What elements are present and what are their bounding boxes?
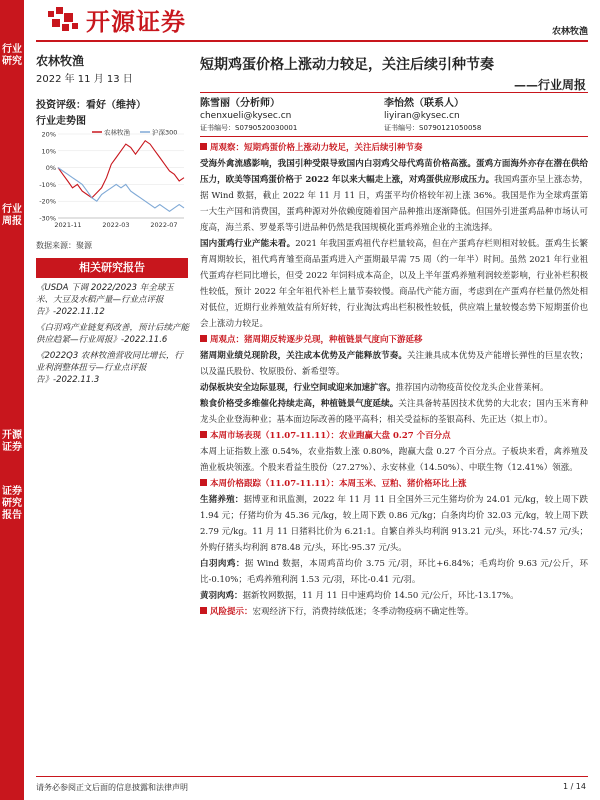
analyst-divider: [200, 136, 588, 137]
legend-label: 沪深300: [152, 128, 178, 137]
paragraph-text: 关注兼具成本优势及产能增长弹性的巨星农牧；以及温氏股份、牧原股份、新希望等。: [200, 351, 588, 377]
footer-disclaimer: 请务必参阅正文后面的信息披露和法律声明: [36, 783, 188, 792]
analyst-email[interactable]: chenxueli@kysec.cn: [200, 111, 292, 121]
y-tick-label: 0%: [45, 164, 56, 173]
section-heading: [200, 476, 588, 492]
paragraph: [200, 348, 588, 380]
paragraph: [200, 556, 588, 588]
y-tick-label: -10%: [39, 180, 56, 189]
section-heading: [200, 140, 588, 156]
y-tick-label: -20%: [39, 197, 56, 206]
square-bullet-icon: [200, 479, 207, 486]
paragraph-text: 据 Wind 数据，本周鸡苗均价 3.75 元/羽，环比+6.84%；毛鸡均价 9.63 元/公斤，环比-0.10%；毛鸡养殖利润 1.53 元/羽，环比-0.41 元/羽。: [200, 559, 588, 585]
y-tick-label: 10%: [41, 147, 56, 156]
square-bullet-icon: [200, 607, 207, 614]
report-date: 2022 年 11 月 13 日: [36, 74, 133, 85]
x-tick-label: 2022-03: [102, 221, 130, 229]
paragraph-lead: 国内蛋鸡行业产能未看。: [200, 239, 296, 249]
page-number: 1 / 14: [562, 782, 586, 791]
section-heading-text: 本周价格跟踪（11.07-11.11）：本周玉米、豆粕、猪价格环比上涨: [210, 479, 467, 489]
brand-logo: [48, 2, 186, 36]
paragraph-lead: 受海外禽流感影响，我国引种受限导致国内白羽鸡父母代鸡苗价格高涨。蛋鸡方面海外亦存在潜在供给压力，欧美等国鸡蛋价格于 2022 年以来大幅走上涨，对鸡蛋供应形成压力。: [200, 159, 588, 185]
section-heading: [200, 604, 588, 620]
report-title: 短期鸡蛋价格上涨动力较足，关注后续引种节奏: [200, 57, 494, 73]
logo-mark-icon: [48, 5, 80, 33]
related-reports-list: [36, 282, 190, 390]
title-divider: [200, 92, 588, 93]
paragraph-text: 我国鸡蛋亦呈上涨态势，据 Wind 数据，截止 2022 年 11 月 11 日，鸡蛋平均价格较年初上涨 36%。我国是作为全球鸡蛋第一大生产国和消费国，蛋鸡种源对外依赖度随着国产品种推出逐渐降低。但国外引进蛋鸡品种市场认可度高，海兰系、罗曼系等引进品种仍然是我国规模化蛋鸡养殖企业的主流选择。: [200, 175, 588, 233]
paragraph-lead: 粮食价格受多维催化持续走高，种植链景气度延续。: [200, 399, 399, 409]
section-heading: [200, 332, 588, 348]
square-bullet-icon: [200, 431, 207, 438]
red-sidebar: [0, 0, 24, 800]
related-reports-header: 相关研究报告: [36, 258, 188, 278]
sidebar-label-brand: 开源证券: [2, 430, 22, 453]
sidebar-label-weekly: 行业周报: [2, 204, 22, 227]
header-industry: 农林牧渔: [551, 27, 588, 37]
paragraph-lead: 黄羽肉鸡：: [200, 591, 243, 601]
paragraph-text: 2021 年我国蛋鸡祖代存栏量较高，但在产蛋鸡存栏则相对较低。蛋鸡生长繁育周期较长，祖代鸡育雏至商品蛋鸡进入产蛋期最早需 75 周（约一年半）时间。虽然 2021 年行业祖代蛋鸡存栏同比增长，但受 2022 年饲料成本高企，以及上半年蛋鸡养殖利润较差影响，行业补栏积极性较低，预计 2022 年全年祖代补栏上量节奏较慢。商品代产能方面，考虑到在产蛋鸡存栏量仍然处相对低位，近期行业养殖效益有所好转，行业淘汰鸡出栏积极性较低，供应端上量较慢态势下短期蛋价也会上涨动力较足。: [200, 239, 588, 329]
paragraph: [200, 156, 588, 236]
header-divider: [36, 40, 588, 42]
section-heading-text: 风险提示：: [210, 607, 253, 617]
sidebar-label-research: 行业研究: [2, 44, 22, 67]
chart-title: 行业走势图: [36, 116, 86, 127]
paragraph: [200, 588, 588, 604]
paragraph: [200, 380, 588, 396]
report-body: [200, 140, 588, 620]
chart-source: 数据来源：聚源: [36, 241, 92, 250]
analyst-cert: 证书编号：S0790520030001: [200, 124, 298, 132]
paragraph: [200, 492, 588, 556]
analyst-cert: 证书编号：S0790121050058: [384, 124, 482, 132]
paragraph-text: 据博亚和讯监测，2022 年 11 月 11 日全国外三元生猪均价为 24.01 元/kg，较上周下跌 1.94 元；仔猪均价为 45.36 元/kg，较上周下跌 0.86 元/kg；白条肉均价 32.03 元/kg，较上周下跌 2.79 元/kg。11 月 11 日猪料比价为 6.21:1。自繁自养头均利润 913.21 元/头，环比-74.57 元/头；外购仔猪头均利润 878.48 元/头，环比-95.37 元/头。: [200, 495, 588, 553]
series-line: [58, 141, 184, 198]
section-heading-text: 周观点：猪周期反转逐步兑现，种植链景气度向下游延移: [210, 335, 423, 345]
report-subtitle: ——行业周报: [513, 78, 586, 92]
paragraph: [200, 444, 588, 476]
paragraph: [200, 236, 588, 332]
series-line: [58, 168, 184, 212]
footer-divider: [36, 776, 588, 777]
sidebar-label-report: 证券研究报告: [2, 486, 22, 521]
y-tick-label: -30%: [39, 214, 56, 223]
section-heading: [200, 428, 588, 444]
analyst-name: 李怡然（联系人）: [384, 98, 464, 109]
related-report-item[interactable]: 《2022Q3 农林牧渔营收同比增长，行业利润整体扭亏—行业点评报告》-2022.11.3: [36, 351, 183, 385]
paragraph-text: 本周上证指数上涨 0.54%，农业指数上涨 0.80%，跑赢大盘 0.27 个百分点。子板块来看，禽养殖及渔业板块领涨。个股来看益生股份（27.27%）、永安林业（14.50%）、中联生物（12.41%）领涨。: [200, 447, 588, 473]
paragraph-text: 推荐国内动物疫苗佼佼龙头企业普莱柯。: [395, 383, 549, 393]
paragraph-text: 据新牧网数据，11 月 11 日中速鸡均价 14.50 元/公斤，环比-13.17%。: [242, 591, 519, 601]
investment-rating: 投资评级：看好（维持）: [36, 100, 146, 111]
related-report-item[interactable]: 《USDA 下调 2022/2023 年全球玉米、大豆及水稻产量—行业点评报告》-2022.11.12: [36, 283, 174, 317]
analyst-email[interactable]: liyiran@kysec.cn: [384, 111, 460, 121]
industry-name: 农林牧渔: [36, 54, 85, 68]
paragraph-text: 关注具备转基因技术优势的大北农；国内玉米育种龙头企业登海种业；基本面边际改善的隆平高科；相关受益标的荃银高科、先正达（拟上市）。: [200, 399, 588, 425]
related-report-item[interactable]: 《白羽鸡产业链复利改善，预计后续产能供应趋紧—行业周报》-2022.11.6: [36, 323, 190, 345]
section-heading-text: 周观察：短期鸡蛋价格上涨动力较足，关注后续引种节奏: [210, 143, 423, 153]
analyst-1: [200, 98, 297, 134]
paragraph-lead: 动保板块安全边际显现，行业空间或迎来加速扩容。: [200, 383, 396, 393]
paragraph: [200, 396, 588, 428]
section-heading-text: 本周市场表现（11.07-11.11）：农业跑赢大盘 0.27 个百分点: [210, 431, 451, 441]
industry-trend-chart: [32, 126, 188, 236]
paragraph-lead: 猪周期业绩兑现阶段，关注成本优势及产能释放节奏。: [200, 351, 407, 361]
square-bullet-icon: [200, 335, 207, 342]
section-heading-tail: 宏观经济下行，消费持续低迷；冬季动物疫病不确定性等。: [252, 607, 474, 617]
x-tick-label: 2021-11: [54, 221, 82, 229]
analyst-2: [384, 98, 481, 134]
square-bullet-icon: [200, 143, 207, 150]
paragraph-lead: 生猪养殖：: [200, 495, 244, 505]
brand-name: 开源证券: [86, 6, 186, 36]
y-tick-label: 20%: [41, 130, 56, 139]
x-tick-label: 2022-07: [150, 221, 178, 229]
legend-label: 农林牧渔: [104, 128, 130, 137]
analyst-name: 陈雪丽（分析师）: [200, 98, 280, 109]
paragraph-lead: 白羽肉鸡：: [200, 559, 245, 569]
